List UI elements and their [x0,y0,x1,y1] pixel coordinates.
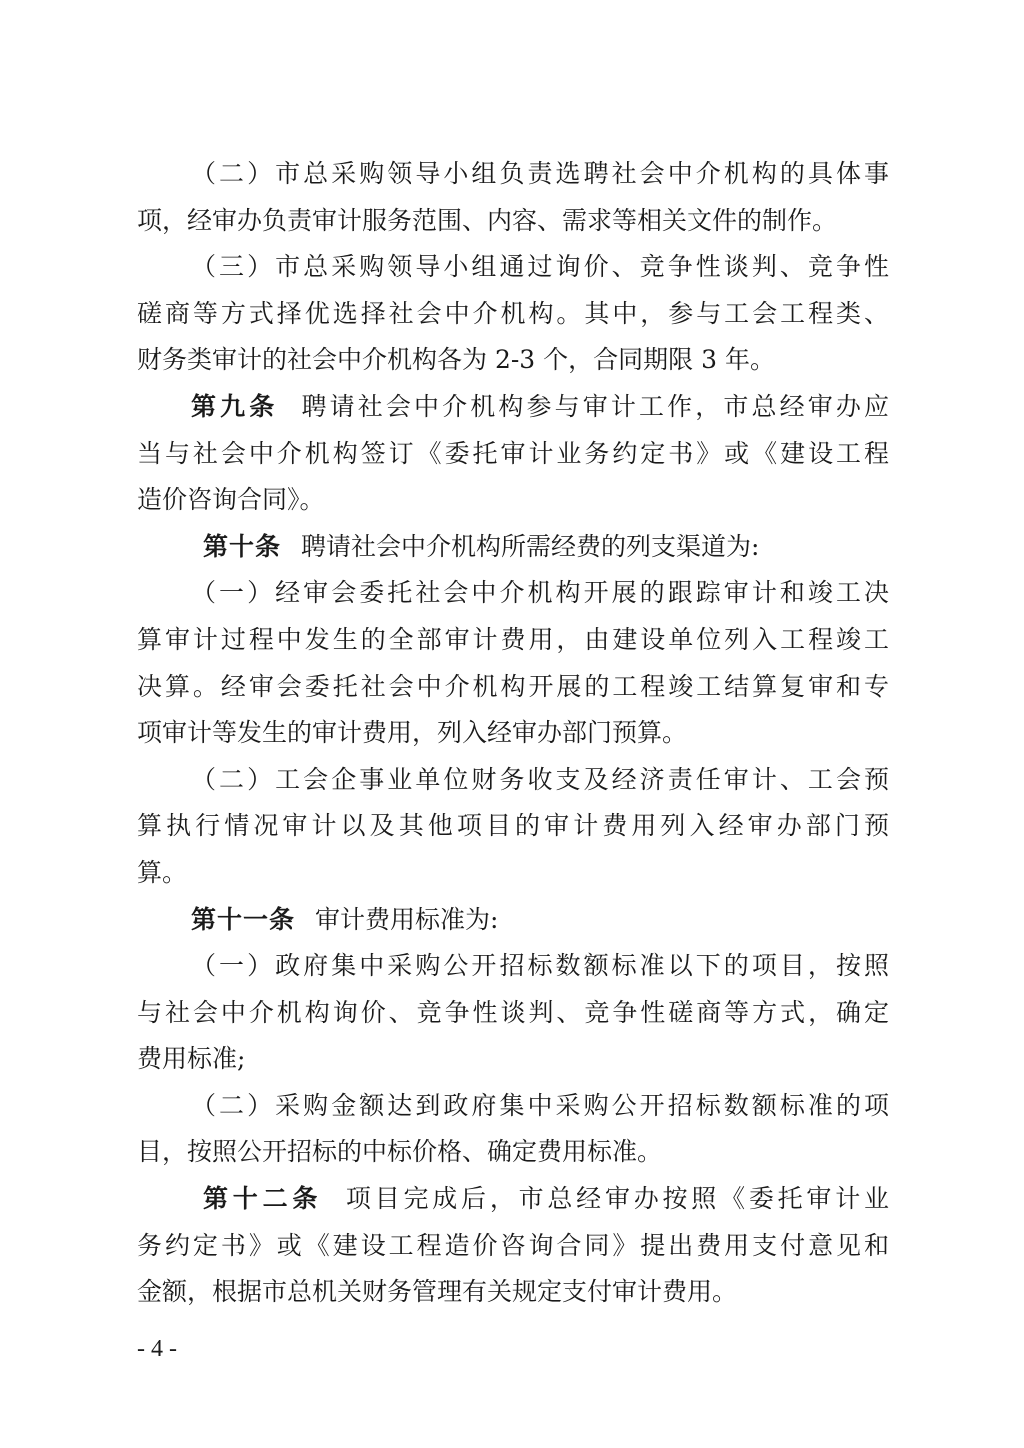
text-line: 项审计等发生的审计费用，列入经审办部门预算。 [137,718,688,748]
article-10-heading: 第十条 [203,531,282,561]
article-11-heading: 第十一条 [191,904,296,934]
text-line: 财务类审计的社会中介机构各为 2-3 个，合同期限 3 年。 [137,345,775,375]
text-line: （一）政府集中采购公开招标数额标准以下的项目，按照 [191,951,889,981]
text-span: 聘请社会中介机构所需经费的列支渠道为: [301,531,760,561]
text-span: 审计费用标准为: [315,904,499,934]
text-line: （二）采购金额达到政府集中采购公开招标数额标准的项 [191,1090,889,1120]
article-12-heading: 第十二条 [203,1184,323,1214]
text-line: 务约定书》或《建设工程造价咨询合同》提出费用支付意见和 [137,1230,889,1260]
text-line: 金额，根据市总机关财务管理有关规定支付审计费用。 [137,1277,738,1307]
text-line: 造价咨询合同》。 [137,485,325,515]
text-line: 与社会中介机构询价、竞争性谈判、竞争性磋商等方式，确定 [137,997,889,1027]
article-12-first-line [137,1176,889,1223]
article-11-first-line [137,897,889,944]
article-10-first-line [137,524,889,571]
text-line: （二）市总采购领导小组负责选聘社会中介机构的具体事 [191,159,889,188]
article-9-first-line [137,384,889,431]
text-line: 算审计过程中发生的全部审计费用，由建设单位列入工程竣工 [137,624,889,654]
page-number: - 4 - [137,1336,177,1362]
text-span: 聘请社会中介机构参与审计工作，市总经审办应 [298,391,889,421]
text-line: （三）市总采购领导小组通过询价、竞争性谈判、竞争性 [191,252,889,282]
text-line: 当与社会中介机构签订《委托审计业务约定书》或《建设工程 [137,438,889,468]
text-line: 项，经审办负责审计服务范围、内容、需求等相关文件的制作。 [137,205,838,235]
text-line: 费用标准; [137,1044,246,1074]
text-line: 目，按照公开招标的中标价格、确定费用标准。 [137,1137,663,1167]
document-body [137,151,889,1316]
text-line: 算。 [137,857,188,887]
text-line: 磋商等方式择优选择社会中介机构。其中，参与工会工程类、 [137,298,889,328]
text-line: 决算。经审会委托社会中介机构开展的工程竣工结算复审和专 [137,671,889,701]
article-9-heading: 第九条 [191,391,279,421]
text-line: 算执行情况审计以及其他项目的审计费用列入经审办部门预 [137,811,889,841]
text-span: 项目完成后，市总经审办按照《委托审计业 [342,1184,889,1214]
text-line: （一）经审会委托社会中介机构开展的跟踪审计和竣工决 [191,578,889,608]
text-line: （二）工会企事业单位财务收支及经济责任审计、工会预 [191,764,889,794]
